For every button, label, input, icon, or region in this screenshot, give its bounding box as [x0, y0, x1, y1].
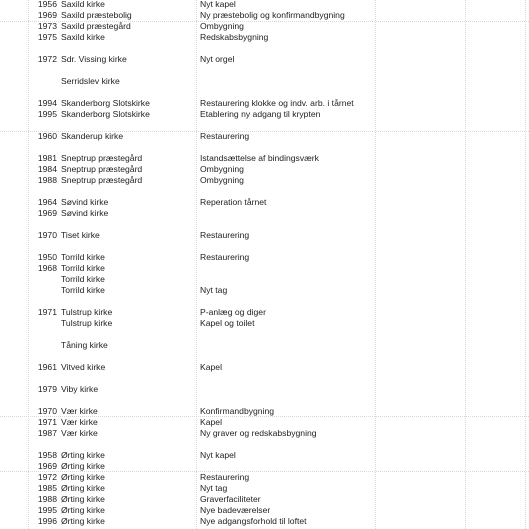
record-church: Torrild kirke [61, 252, 105, 262]
record-church: Serridslev kirke [61, 76, 120, 86]
record-year: 1988 [37, 175, 57, 185]
record-church: Saxild præstebolig [61, 10, 132, 20]
record-church: Tiset kirke [61, 230, 100, 240]
list-item [0, 494, 529, 505]
record-year: 1994 [37, 98, 57, 108]
record-church: Torrild kirke [61, 285, 105, 295]
list-item [0, 406, 529, 417]
record-description: Restaurering [200, 252, 250, 262]
list-item [0, 175, 529, 186]
record-church: Sneptrup præstegård [61, 175, 143, 185]
list-item [0, 76, 529, 87]
record-church: Sneptrup præstegård [61, 164, 143, 174]
record-church: Ørting kirke [61, 450, 105, 460]
list-item [0, 263, 529, 274]
list-item [0, 274, 529, 285]
list-item [0, 197, 529, 208]
record-year: 1972 [37, 54, 57, 64]
record-church: Ørting kirke [61, 505, 105, 515]
list-item [0, 307, 529, 318]
record-year: 1987 [37, 428, 57, 438]
record-year: 1995 [37, 505, 57, 515]
list-item [0, 450, 529, 461]
record-description: Restaurering [200, 131, 250, 141]
record-church: Sneptrup præstegård [61, 153, 143, 163]
record-year: 1979 [37, 384, 57, 394]
record-year: 1969 [37, 461, 57, 471]
record-year: 1985 [37, 483, 57, 493]
list-item [0, 153, 529, 164]
record-year: 1956 [37, 0, 57, 9]
record-year: 1995 [37, 109, 57, 119]
record-church: Skanderborg Slotskirke [61, 98, 150, 108]
record-description: Restaurering [200, 230, 250, 240]
record-year: 1964 [37, 197, 57, 207]
record-church: Torrild kirke [61, 263, 105, 273]
record-church: Skanderborg Slotskirke [61, 109, 150, 119]
record-church: Vær kirke [61, 428, 98, 438]
record-description: Ny præstebolig og konfirmandbygning [200, 10, 345, 20]
record-church: Søvind kirke [61, 208, 109, 218]
list-item [0, 0, 529, 10]
record-description: Nyt orgel [200, 54, 235, 64]
list-item [0, 428, 529, 439]
record-description: Ombygning [200, 175, 244, 185]
list-item [0, 109, 529, 120]
record-year: 1961 [37, 362, 57, 372]
record-church: Viby kirke [61, 384, 99, 394]
record-year: 1975 [37, 32, 57, 42]
record-church: Skanderup kirke [61, 131, 124, 141]
record-year: 1968 [37, 263, 57, 273]
record-description: Etablering ny adgang til krypten [200, 109, 321, 119]
record-description: Nyt tag [200, 285, 228, 295]
list-item [0, 164, 529, 175]
record-year: 1972 [37, 472, 57, 482]
list-item [0, 21, 529, 32]
record-description: Nye badeværelser [200, 505, 271, 515]
list-item [0, 54, 529, 65]
record-church: Ørting kirke [61, 483, 105, 493]
list-item [0, 208, 529, 219]
list-item [0, 516, 529, 527]
record-church: Sdr. Vissing kirke [61, 54, 127, 64]
record-description: Kapel og toilet [200, 318, 255, 328]
record-church: Vær kirke [61, 417, 98, 427]
list-item [0, 318, 529, 329]
list-item [0, 505, 529, 516]
record-church: Ørting kirke [61, 461, 105, 471]
list-item [0, 252, 529, 263]
record-year: 1984 [37, 164, 57, 174]
list-item [0, 461, 529, 472]
list-item [0, 10, 529, 21]
record-description: Redskabsbygning [200, 32, 269, 42]
record-year: 1981 [37, 153, 57, 163]
list-item [0, 285, 529, 296]
record-church: Vitved kirke [61, 362, 106, 372]
record-description: Ombygning [200, 21, 244, 31]
record-church: Tulstrup kirke [61, 307, 113, 317]
record-description: Kapel [200, 362, 222, 372]
list-item [0, 32, 529, 43]
record-description: Graverfaciliteter [200, 494, 261, 504]
record-description: Ombygning [200, 164, 244, 174]
record-year: 1958 [37, 450, 57, 460]
record-description: Kapel [200, 417, 222, 427]
record-year: 1960 [37, 131, 57, 141]
record-description: Istandsættelse af bindingsværk [200, 153, 319, 163]
record-year: 1969 [37, 10, 57, 20]
record-year: 1971 [37, 307, 57, 317]
list-item [0, 362, 529, 373]
record-description: Nyt kapel [200, 450, 236, 460]
record-description: Restaurering [200, 472, 250, 482]
record-year: 1973 [37, 21, 57, 31]
record-description: Ny graver og redskabsbygning [200, 428, 317, 438]
record-church: Torrild kirke [61, 274, 105, 284]
list-item [0, 230, 529, 241]
record-year: 1996 [37, 516, 57, 526]
record-church: Tulstrup kirke [61, 318, 113, 328]
record-church: Ørting kirke [61, 472, 105, 482]
list-item [0, 472, 529, 483]
record-description: P-anlæg og diger [200, 307, 266, 317]
record-year: 1970 [37, 230, 57, 240]
record-description: Restaurering klokke og indv. arb. i tårnet [200, 98, 354, 108]
record-description: Nyt tag [200, 483, 228, 493]
list-item [0, 417, 529, 428]
record-year: 1950 [37, 252, 57, 262]
list-item [0, 384, 529, 395]
record-church: Saxild kirke [61, 32, 105, 42]
record-year: 1969 [37, 208, 57, 218]
list-item [0, 131, 529, 142]
record-church: Søvind kirke [61, 197, 109, 207]
record-church: Ørting kirke [61, 494, 105, 504]
record-year: 1988 [37, 494, 57, 504]
record-church: Saxild kirke [61, 0, 105, 9]
record-church: Ørting kirke [61, 516, 105, 526]
record-description: Konfirmandbygning [200, 406, 275, 416]
record-church: Saxild præstegård [61, 21, 131, 31]
list-item [0, 340, 529, 351]
record-description: Reperation tårnet [200, 197, 267, 207]
list-item [0, 483, 529, 494]
record-church: Tåning kirke [61, 340, 108, 350]
record-year: 1971 [37, 417, 57, 427]
record-church: Vær kirke [61, 406, 98, 416]
record-year: 1970 [37, 406, 57, 416]
list-item [0, 98, 529, 109]
record-description: Nye adgangsforhold til loftet [200, 516, 307, 526]
record-description: Nyt kapel [200, 0, 236, 9]
